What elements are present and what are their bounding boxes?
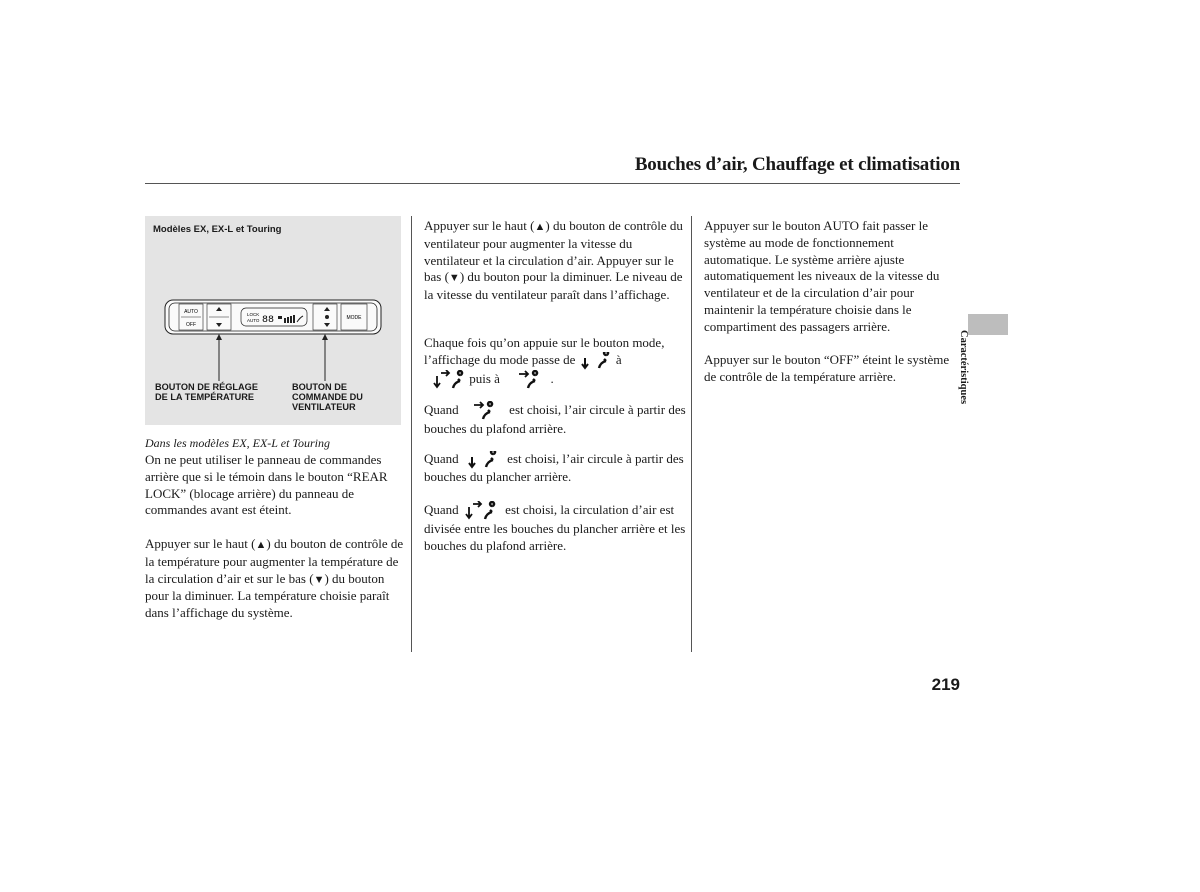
svg-text:LOCK: LOCK: [247, 312, 260, 317]
column-divider-1: [411, 216, 412, 652]
off-paragraph: Appuyer sur le bouton “OFF” éteint le système de contrôle de la température arrière.: [704, 352, 950, 384]
page-number: 219: [931, 675, 960, 694]
page-title: Bouches d’air, Chauffage et climatisation: [634, 154, 960, 175]
mode-text-3: puis à: [469, 370, 500, 386]
temperature-paragraph: [145, 536, 405, 622]
ceiling-vent-paragraph: [424, 401, 686, 438]
floor-ceiling-vent-text: est choisi, la circulation d’air est divisée entre les bouches du plancher arrière et les bouches du plafond arrière.: [424, 501, 686, 553]
temp-text-1: Appuyer sur le haut (: [145, 536, 256, 551]
control-panel-figure: [145, 216, 401, 425]
up-arrow-icon: ▲: [255, 539, 267, 551]
fan-paragraph: [424, 218, 686, 304]
svg-text:AUTO: AUTO: [247, 318, 260, 323]
svg-text:88: 88: [262, 315, 275, 326]
down-arrow-icon: ▼: [448, 272, 460, 285]
ceiling-vent-text: est choisi, l’air circule à partir des bouches du plafond arrière.: [424, 401, 686, 436]
floor-ceiling-vent-icon: [464, 501, 498, 521]
ceiling-vent-icon: [468, 401, 502, 421]
fan-text-2: ) du bouton de contrôle du ventilateur pour augmenter la vitesse du ventilateur et la circulation d’air. Appuyer sur le bas (: [424, 218, 683, 285]
column-divider-2: [691, 216, 692, 652]
floor-vent-paragraph: [424, 451, 686, 486]
fan-text-3: ) du bouton pour la diminuer. Le niveau de la vitesse du ventilateur paraît dans l’affichage.: [424, 269, 683, 303]
svg-text:OFF: OFF: [186, 322, 196, 328]
section-tab: [968, 314, 1008, 335]
floor-vent-icon: [579, 352, 613, 370]
quand-1: Quand: [424, 401, 459, 417]
fan-button-callout: BOUTON DE COMMANDE DU VENTILATEUR: [292, 382, 363, 412]
section-tab-label: Caractéristiques: [958, 330, 969, 405]
floor-ceiling-vent-paragraph: [424, 501, 686, 555]
svg-text:MODE: MODE: [346, 315, 362, 321]
temperature-button-callout: BOUTON DE RÉGLAGE DE LA TEMPÉRATURE: [155, 382, 258, 402]
fan-text-1: Appuyer sur le haut (: [424, 218, 535, 233]
temp-text-2: ) du bouton de contrôle de la température pour augmenter la température de la circulation d’air et sur le bas (: [145, 536, 404, 586]
up-arrow-icon: ▲: [534, 221, 546, 233]
floor-vent-icon: [466, 451, 500, 469]
quand-3: Quand: [424, 501, 459, 517]
temp-text-3: ) du bouton pour la diminuer. La température choisie paraît dans l’affichage du système.: [145, 570, 390, 621]
floor-vent-text: est choisi, l’air circule à partir des bouches du plancher arrière.: [424, 451, 684, 485]
figure-title: Modèles EX, EX-L et Touring: [153, 224, 282, 235]
mode-paragraph: [424, 335, 686, 390]
models-caption: Dans les modèles EX, EX-L et Touring: [145, 436, 330, 450]
mode-text-4: .: [550, 370, 554, 386]
floor-ceiling-vent-icon: [432, 370, 466, 390]
ceiling-vent-icon: [513, 370, 547, 390]
svg-text:AUTO: AUTO: [184, 309, 198, 315]
quand-2: Quand: [424, 451, 459, 466]
title-rule: [145, 183, 960, 184]
auto-paragraph: Appuyer sur le bouton AUTO fait passer le système au mode de fonctionnement automatique. Le système arrière ajuste automatiquement les niveaux de la vitesse du ventilateur et de la circulation d’air pour maintenir la température choisie dans le compartiment des passagers arrière.: [704, 218, 940, 334]
mode-text-1: Chaque fois qu’on appuie sur le bouton mode, l’affichage du mode passe de: [424, 335, 665, 367]
mode-text-2: à: [615, 351, 622, 367]
down-arrow-icon: ▼: [313, 573, 325, 586]
rear-lock-paragraph: On ne peut utiliser le panneau de commandes arrière que si le témoin dans le bouton “REAR LOCK” (blocage arrière) du panneau de commandes avant est éteint.: [145, 452, 388, 518]
